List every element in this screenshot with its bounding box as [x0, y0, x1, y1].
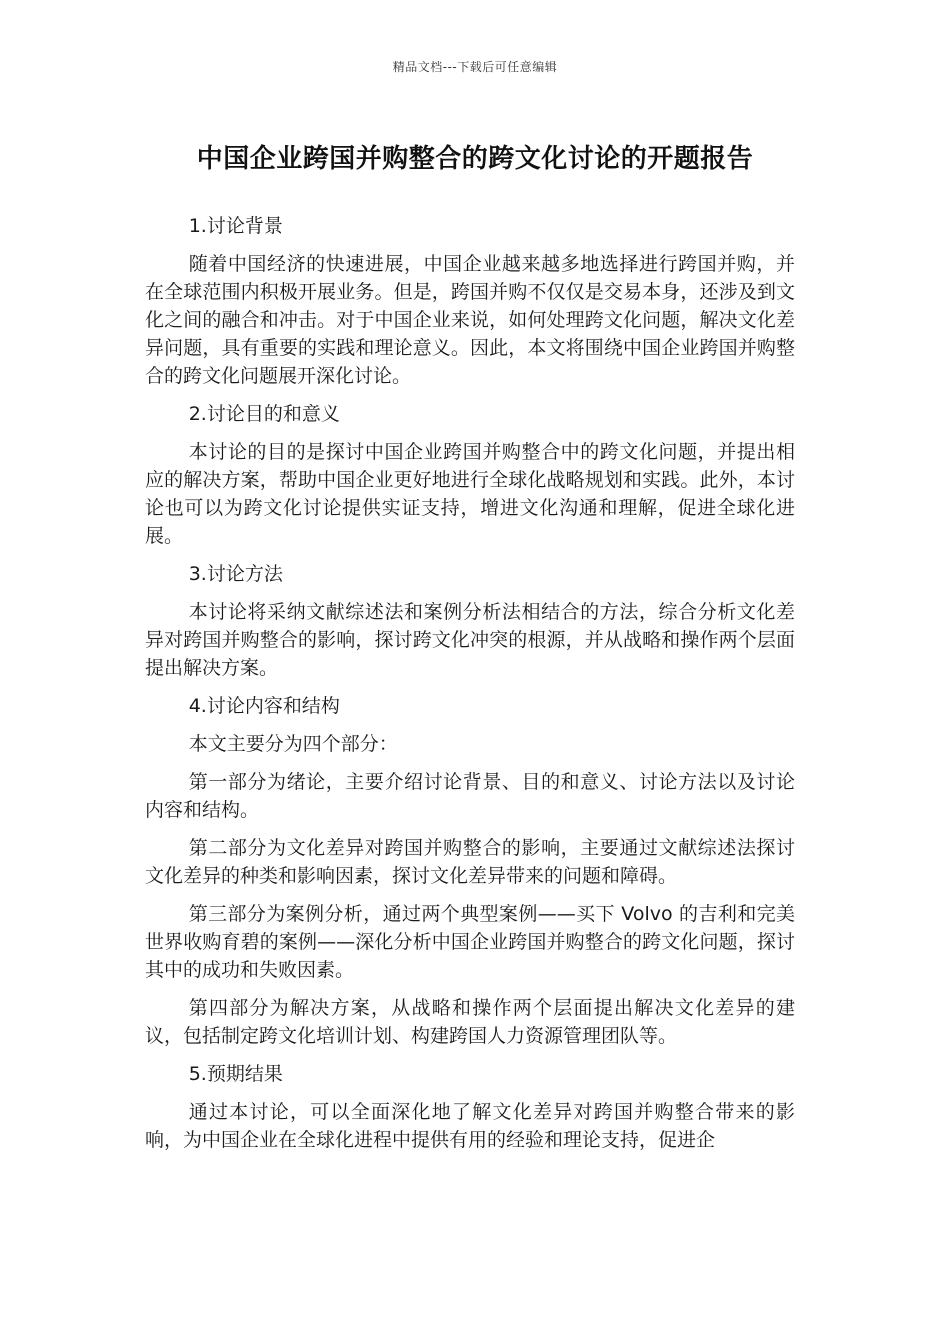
- paragraph: 通过本讨论，可以全面深化地了解文化差异对跨国并购整合带来的影响，为中国企业在全球化进程中提供有用的经验和理论支持，促进企: [145, 1101, 795, 1151]
- section-heading: 1.讨论背景: [188, 215, 283, 237]
- paragraph: 第二部分为文化差异对跨国并购整合的影响，主要通过文献综述法探讨文化差异的种类和影响因素，探讨文化差异带来的问题和障碍。: [145, 837, 795, 887]
- section-heading: 4.讨论内容和结构: [188, 695, 340, 717]
- paragraph: 本文主要分为四个部分：: [188, 733, 398, 755]
- section-heading: 5.预期结果: [188, 1063, 283, 1085]
- paragraph: 第三部分为案例分析，通过两个典型案例——买下 Volvo 的吉利和完美世界收购育碧的案例——深化分析中国企业跨国并购整合的跨文化问题，探讨其中的成功和失败因素。: [145, 903, 795, 981]
- paragraph: 本讨论的目的是探讨中国企业跨国并购整合中的跨文化问题，并提出相应的解决方案，帮助中国企业更好地进行全球化战略规划和实践。此外，本讨论也可以为跨文化讨论提供实证支持，增进文化沟通和理解，促进全球化进展。: [145, 441, 795, 547]
- section-heading: 3.讨论方法: [188, 563, 283, 585]
- header-note: 精品文档---下载后可任意编辑: [392, 60, 558, 74]
- paragraph: 第一部分为绪论，主要介绍讨论背景、目的和意义、讨论方法以及讨论内容和结构。: [145, 771, 795, 821]
- document-body: [145, 212, 795, 1164]
- section-heading: 2.讨论目的和意义: [188, 403, 340, 425]
- paragraph: 随着中国经济的快速进展，中国企业越来越多地选择进行跨国并购，并在全球范围内积极开展业务。但是，跨国并购不仅仅是交易本身，还涉及到文化之间的融合和冲击。对于中国企业来说，如何处理跨文化问题，解决文化差异问题，具有重要的实践和理论意义。因此，本文将围绕中国企业跨国并购整合的跨文化问题展开深化讨论。: [145, 253, 795, 387]
- paragraph: 本讨论将采纳文献综述法和案例分析法相结合的方法，综合分析文化差异对跨国并购整合的影响，探讨跨文化冲突的根源，并从战略和操作两个层面提出解决方案。: [145, 601, 795, 679]
- paragraph: 第四部分为解决方案，从战略和操作两个层面提出解决文化差异的建议，包括制定跨文化培训计划、构建跨国人力资源管理团队等。: [145, 997, 795, 1047]
- document-title: 中国企业跨国并购整合的跨文化讨论的开题报告: [196, 144, 754, 174]
